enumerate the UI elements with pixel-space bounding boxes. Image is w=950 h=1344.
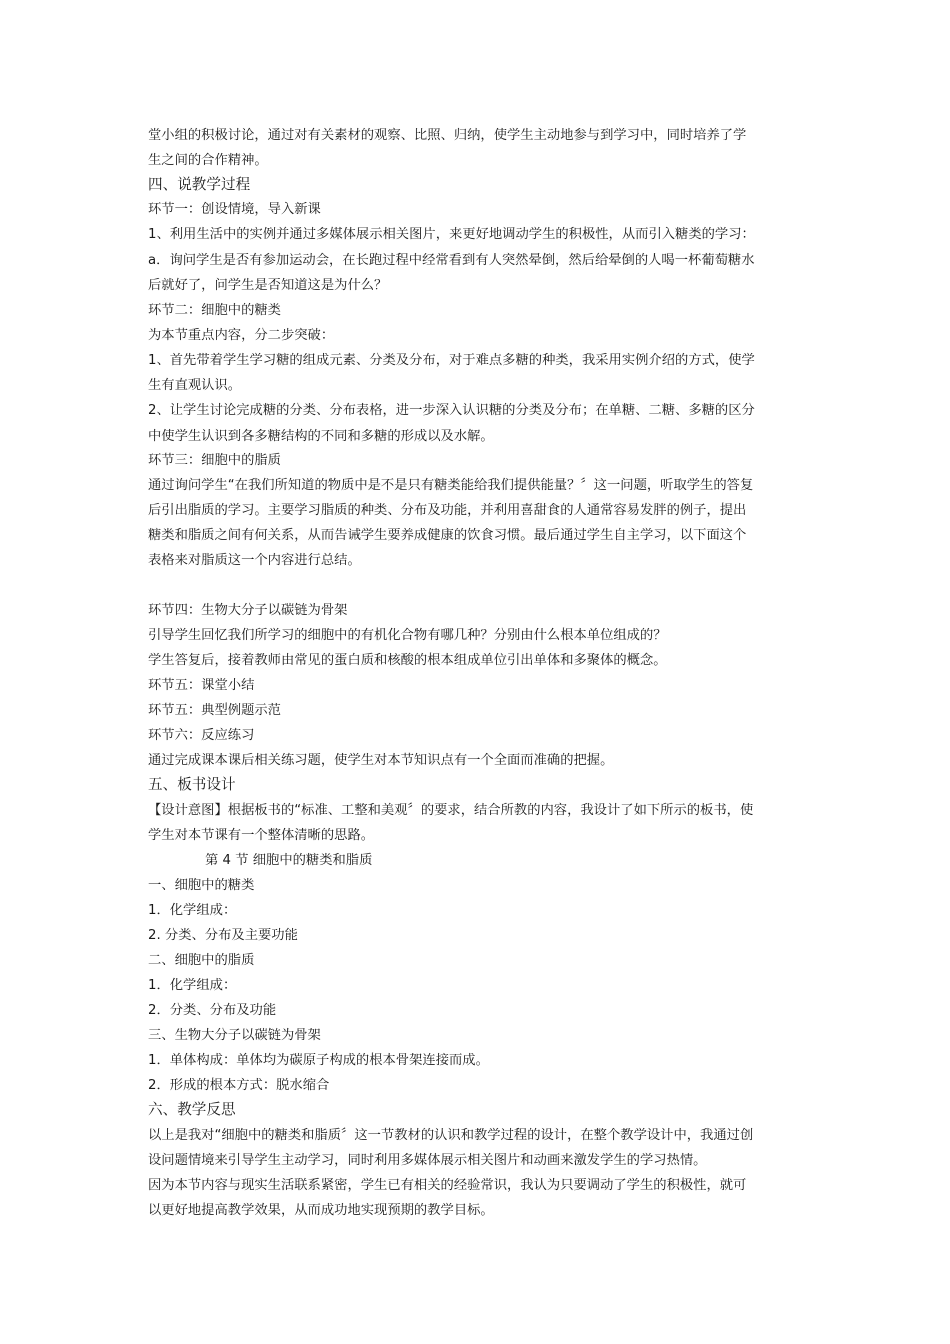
text-line: 环节六：反应练习 — [148, 728, 255, 743]
text-line: 1．单体构成：单体均为碳原子构成的根本骨架连接而成。 — [148, 1053, 489, 1068]
text-line: 为本节重点内容，分二步突破： — [148, 328, 335, 343]
text-line: 学生答复后，接着教师由常见的蛋白质和核酸的根本组成单位引出单体和多聚体的概念。 — [148, 653, 667, 668]
section-heading: 五、板书设计 — [148, 776, 236, 793]
text-line: 生有直观认识。 — [148, 378, 242, 393]
text-line: 2．分类、分布及功能 — [148, 1003, 277, 1018]
text-line: a．询问学生是否有参加运动会，在长跑过程中经常看到有人突然晕倒，然后给晕倒的人喝一杯葡萄糖水 — [148, 253, 755, 268]
text-line: 【设计意图】根据板书的“标准、工整和美观〞的要求，结合所教的内容，我设计了如下所示的板书，使 — [148, 803, 754, 818]
text-line: 2、让学生讨论完成糖的分类、分布表格，进一步深入认识糖的分类及分布；在单糖、二糖、多糖的区分 — [148, 403, 755, 418]
text-line: 环节五：典型例题示范 — [148, 703, 281, 718]
text-line: 环节五：课堂小结 — [148, 678, 255, 693]
text-line: 2. 分类、分布及主要功能 — [148, 928, 298, 943]
text-line: 环节四：生物大分子以碳链为骨架 — [148, 603, 348, 618]
text-line: 环节三：细胞中的脂质 — [148, 453, 281, 468]
text-line: 环节一：创设情境，导入新课 — [148, 202, 321, 217]
text-line: 1．化学组成： — [148, 903, 237, 918]
text-line: 引导学生回忆我们所学习的细胞中的有机化合物有哪几种？分别由什么根本单位组成的？ — [148, 628, 667, 643]
text-line: 三、生物大分子以碳链为骨架 — [148, 1028, 321, 1043]
text-line: 学生对本节课有一个整体清晰的思路。 — [148, 828, 375, 843]
text-line: 二、细胞中的脂质 — [148, 953, 255, 968]
text-line: 后就好了，问学生是否知道这是为什么？ — [148, 278, 388, 293]
text-line: 1、利用生活中的实例并通过多媒体展示相关图片，来更好地调动学生的积极性，从而引入糖类的学习： — [148, 227, 755, 242]
text-line: 设问题情境来引导学生主动学习，同时利用多媒体展示相关图片和动画来激发学生的学习热情。 — [148, 1153, 707, 1168]
text-line: 一、细胞中的糖类 — [148, 878, 255, 893]
text-line: 1．化学组成： — [148, 978, 237, 993]
text-line: 通过完成课本课后相关练习题，使学生对本节知识点有一个全面而准确的把握。 — [148, 753, 614, 768]
text-line: 2．形成的根本方式：脱水缩合 — [148, 1078, 330, 1093]
text-line: 后引出脂质的学习。主要学习脂质的种类、分布及功能，并利用喜甜食的人通常容易发胖的例子，提出 — [148, 503, 747, 518]
text-line: 以更好地提高教学效果，从而成功地实现预期的教学目标。 — [148, 1203, 494, 1218]
section-heading: 六、教学反思 — [148, 1101, 236, 1118]
section-heading: 四、说教学过程 — [148, 176, 251, 193]
text-line: 通过询问学生“在我们所知道的物质中是不是只有糖类能给我们提供能量？〞这一问题，听取学生的答复 — [148, 478, 754, 493]
text-line: 中使学生认识到各多糖结构的不同和多糖的形成以及水解。 — [148, 429, 494, 444]
text-line: 堂小组的积极讨论，通过对有关素材的观察、比照、归纳，使学生主动地参与到学习中，同时培养了学 — [148, 128, 747, 143]
text-line: 环节二：细胞中的糖类 — [148, 303, 281, 318]
text-line: 因为本节内容与现实生活联系紧密，学生已有相关的经验常识，我认为只要调动了学生的积极性，就可 — [148, 1178, 747, 1193]
text-line: 生之间的合作精神。 — [148, 153, 268, 168]
board-title: 第 4 节 细胞中的糖类和脂质 — [205, 853, 373, 868]
text-line: 糖类和脂质之间有何关系，从而告诫学生要养成健康的饮食习惯。最后通过学生自主学习，以下面这个 — [148, 528, 747, 543]
text-line: 表格来对脂质这一个内容进行总结。 — [148, 553, 361, 568]
text-line: 1、首先带着学生学习糖的组成元素、分类及分布，对于难点多糖的种类，我采用实例介绍的方式，使学 — [148, 353, 755, 368]
text-line: 以上是我对“细胞中的糖类和脂质〞这一节教材的认识和教学过程的设计，在整个教学设计中，我通过创 — [148, 1128, 754, 1143]
